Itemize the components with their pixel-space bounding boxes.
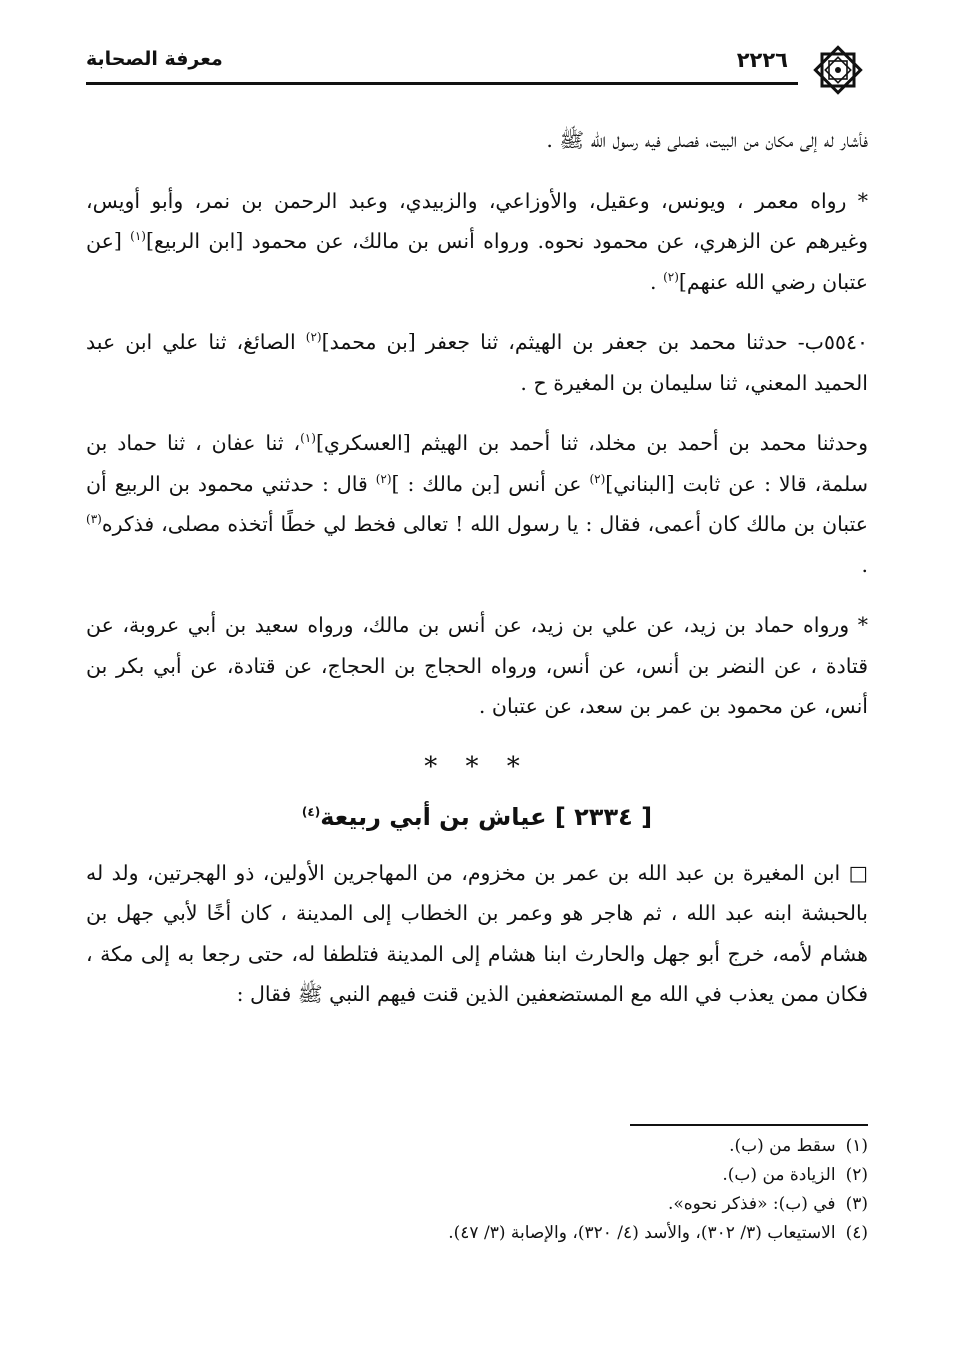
footnote-number: (٤) xyxy=(845,1223,868,1243)
star-ornament-icon xyxy=(808,40,868,100)
footnote-ref: (٤) xyxy=(301,804,321,819)
paragraph-4 xyxy=(86,423,868,585)
footnote-ref: (٢) xyxy=(589,471,606,486)
footnote-ref: (١) xyxy=(300,431,316,446)
footnote xyxy=(86,1132,868,1161)
page-number: ٢٢٢٦ xyxy=(736,48,788,72)
entry-heading xyxy=(86,795,868,839)
footnote-text: سقط من (ب). xyxy=(729,1136,836,1156)
footnote-ref: (٢) xyxy=(375,471,392,486)
section-separator: * * * xyxy=(424,751,530,782)
footnote-ref: (١) xyxy=(130,229,146,244)
footnote-number: (٣) xyxy=(845,1194,868,1214)
footnote xyxy=(86,1219,868,1248)
footnote-rule xyxy=(630,1124,868,1126)
paragraph-5: * ورواه حماد بن زيد، عن علي بن زيد، عن أنس بن مالك، ورواه سعيد بن أبي عروبة، عن قتادة ، عن النضر بن أنس، عن أنس، ورواه الحجاج بن الحجاج، عن قتادة، عن أبي بكر بن أنس، عن محمود بن عمر بن سعد، عن عتبان . xyxy=(86,613,868,718)
text-run: * رواه معمر ، ويونس، وعقيل، والأوزاعي، والزبيدي، وعبد الرحمن بن نمر، وأبو أويس، وغيرهم عن الزهري، عن محمود نحوه. ورواه أنس بن مالك، عن محمود [ابن الربيع] xyxy=(86,188,868,253)
text-run: ٥٥٤٠ب- حدثنا محمد بن جعفر بن الهيثم، ثنا جعفر [بن محمد] xyxy=(321,330,868,354)
page-header xyxy=(86,40,868,98)
heading-text: [ ٢٣٣٤ ] عياش بن أبي ربيعة xyxy=(320,802,653,831)
footnote-text: الزيادة من (ب). xyxy=(722,1165,836,1185)
text-run: ، ثنا عفان ، ثنا حماد بن سلمة، قالا : عن ثابت [البناني] xyxy=(86,431,868,496)
footnote-text: الاستيعاب (٣/ ٣٠٢)، والأسد (٤/ ٣٢٠)، والإصابة (٣/ ٤٧). xyxy=(448,1223,836,1243)
text-run: [عن عتبان رضي الله عنهم] xyxy=(86,229,868,294)
header-rule xyxy=(86,82,798,85)
running-title: معرفة الصحابة xyxy=(86,48,223,70)
footnote-text: في (ب): «فذكر نحوه». xyxy=(667,1194,836,1214)
footnote-number: (١) xyxy=(845,1136,868,1156)
footnote xyxy=(86,1161,868,1190)
paragraph-1: فأشار له إلى مكان من البيت، فصلى فيه رسول الله ﷺ . xyxy=(546,128,868,152)
footnote-ref: (٢) xyxy=(663,269,679,284)
main-text xyxy=(86,120,868,1015)
text-run: . xyxy=(650,269,664,294)
footnote-ref: (٣) xyxy=(86,512,102,527)
text-run: قال : حدثني محمود بن الربيع أن عتبان بن مالك كان أعمى، فقال : يا رسول الله ! تعالى فخط لي خطًا أتخذه مصلى، فذكره xyxy=(86,471,868,536)
text-run: الصائغ، ثنا علي ابن عبد الحميد المعني، ثنا سليمان بن المغيرة ح . xyxy=(86,330,868,395)
text-run: وحدثنا محمد بن أحمد بن مخلد، ثنا أحمد بن الهيثم [العسكري] xyxy=(315,431,868,455)
text-run: عن أنس [بن مالك : ] xyxy=(391,471,590,496)
footnote xyxy=(86,1190,868,1219)
footnotes xyxy=(86,1132,868,1248)
paragraph-2 xyxy=(86,181,868,303)
paragraph-6: □ ابن المغيرة بن عبد الله بن عمر بن مخزوم، من المهاجرين الأولين، ذو الهجرتين، ولد له بالحبشة ابنه عبد الله ، ثم هاجر هو وعمر بن الخطاب إلى المدينة ، كان أخًا لأبي جهل بن هشام لأمه، خرج أبو جهل والحارث ابنا هشام إلى المدينة فتلطفا له، حتى رجعا به إلى مكة ، فكان ممن يعذب في الله مع المستضعفين الذين قنت فيهم النبي ﷺ فقال : xyxy=(86,860,868,1006)
footnote-ref: (٢) xyxy=(305,330,322,345)
footnote-number: (٢) xyxy=(845,1165,868,1185)
text-run: . xyxy=(861,552,868,577)
paragraph-3 xyxy=(86,322,868,403)
